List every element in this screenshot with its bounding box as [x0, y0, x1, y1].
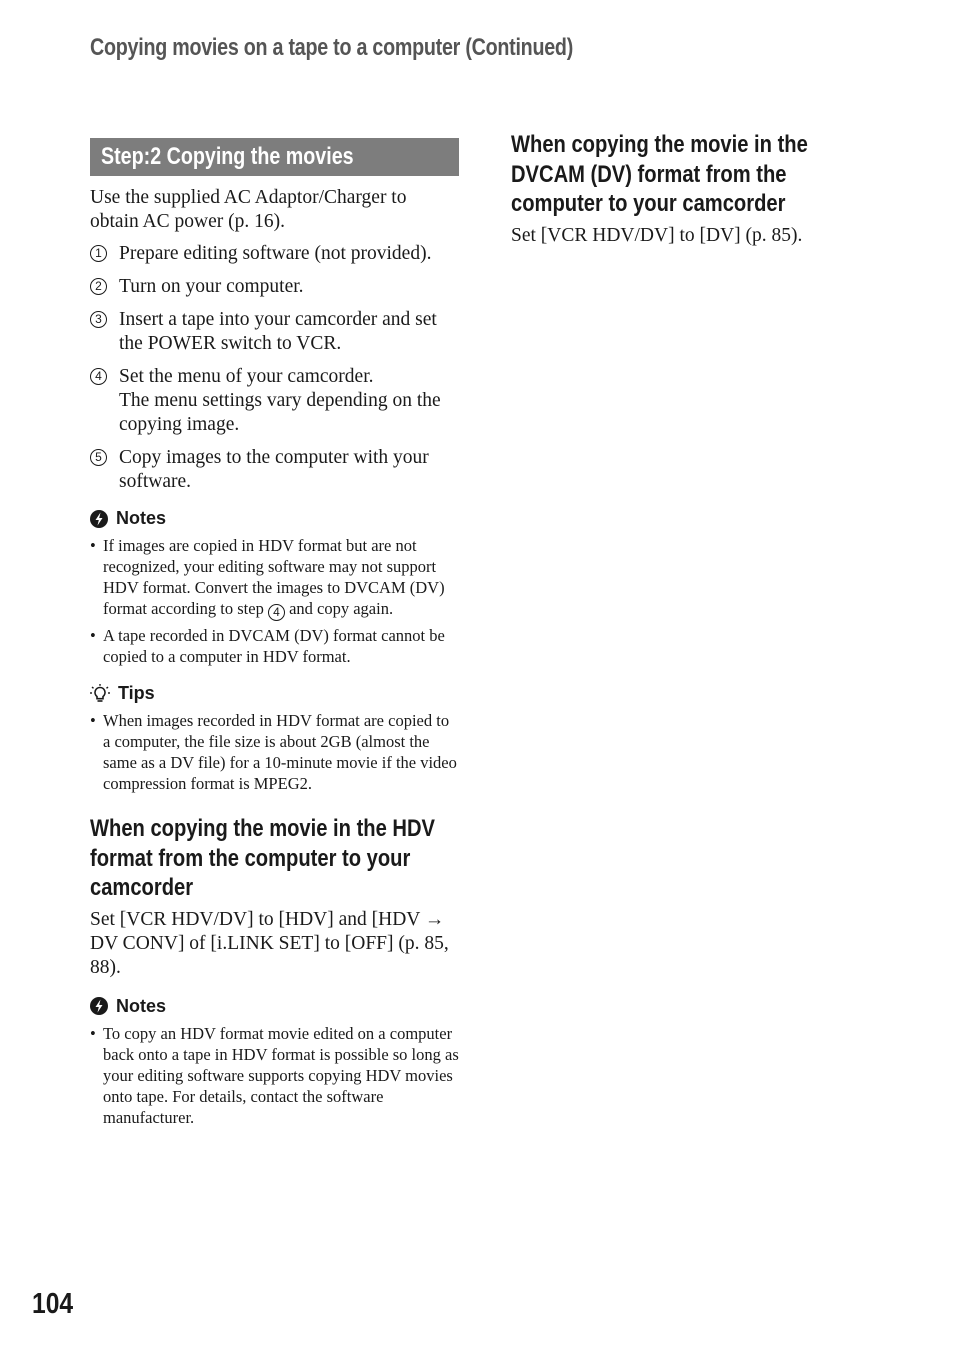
hdv-section	[90, 814, 460, 980]
step-text: Prepare editing software (not provided).	[119, 243, 432, 264]
notes-icon	[90, 510, 108, 528]
step-item	[90, 446, 460, 494]
hdv-section-body: Set [VCR HDV/DV] to [HDV] and [HDV → DV CONV] of [i.LINK SET] to [OFF] (p. 85, 88).	[90, 908, 449, 978]
notes-heading	[90, 508, 460, 529]
dv-section-body: Set [VCR HDV/DV] to [DV] (p. 85).	[511, 224, 803, 246]
list-item	[90, 535, 460, 621]
page-number: 104	[32, 1288, 74, 1320]
list-item: • When images recorded in HDV format are copied to a computer, the file size is about 2GB (almost the same as a DV file) for a 10-minute movie if the video compression format is MPEG2.	[90, 710, 460, 794]
step-text: Copy images to the computer with your software.	[119, 447, 429, 492]
lightbulb-icon	[90, 684, 110, 704]
step-number-icon: 4	[90, 368, 107, 385]
notes-list	[90, 535, 460, 667]
step-number-icon: 1	[90, 245, 107, 262]
step-text: Set the menu of your camcorder.	[119, 366, 374, 387]
tips-heading	[90, 683, 460, 704]
dv-section-heading: When copying the movie in the DVCAM (DV) format from the computer to your camcorder	[511, 131, 808, 217]
step-text: Turn on your computer.	[119, 276, 304, 297]
step-ref-icon: 4	[268, 604, 285, 621]
left-column	[90, 186, 460, 1132]
steps-list	[90, 242, 460, 494]
notes-title: Notes	[116, 995, 167, 1016]
notes-list	[90, 1023, 460, 1128]
notes-block	[90, 508, 460, 667]
list-item: • A tape recorded in DVCAM (DV) format cannot be copied to a computer in HDV format.	[90, 625, 460, 667]
step-item	[90, 242, 460, 266]
intro-text: Use the supplied AC Adaptor/Charger to obtain AC power (p. 16).	[90, 187, 407, 232]
step-item	[90, 308, 460, 356]
list-item: • To copy an HDV format movie edited on a computer back onto a tape in HDV format is possible so long as your editing software supports copying HDV movies onto tape. For details, contact the software manufacturer.	[90, 1023, 460, 1128]
notes-heading	[90, 996, 460, 1017]
note-text: If images are copied in HDV format but are not recognized, your editing software may not support HDV format. Convert the images to DVCAM (DV) format according to step	[103, 536, 445, 618]
notes-block-2	[90, 996, 460, 1128]
page-header: Copying movies on a tape to a computer (Continued)	[90, 34, 574, 61]
step-banner	[90, 138, 459, 176]
notes-icon	[90, 997, 108, 1015]
step-number-icon: 3	[90, 311, 107, 328]
hdv-section-heading: When copying the movie in the HDV format from the computer to your camcorder	[90, 815, 435, 901]
step-number-icon: 5	[90, 449, 107, 466]
right-column	[511, 130, 881, 248]
tips-block	[90, 683, 460, 794]
step-item	[90, 275, 460, 299]
step-number-icon: 2	[90, 278, 107, 295]
tips-title: Tips	[118, 683, 155, 703]
step-text: Insert a tape into your camcorder and set the POWER switch to VCR.	[119, 309, 437, 354]
step-item	[90, 365, 460, 437]
notes-title: Notes	[116, 508, 167, 528]
step-banner-label: Step:2 Copying the movies	[101, 143, 354, 170]
note-text-end: and copy again.	[284, 599, 394, 618]
step-subtext: The menu settings vary depending on the copying image.	[119, 390, 441, 435]
tips-list	[90, 710, 460, 794]
